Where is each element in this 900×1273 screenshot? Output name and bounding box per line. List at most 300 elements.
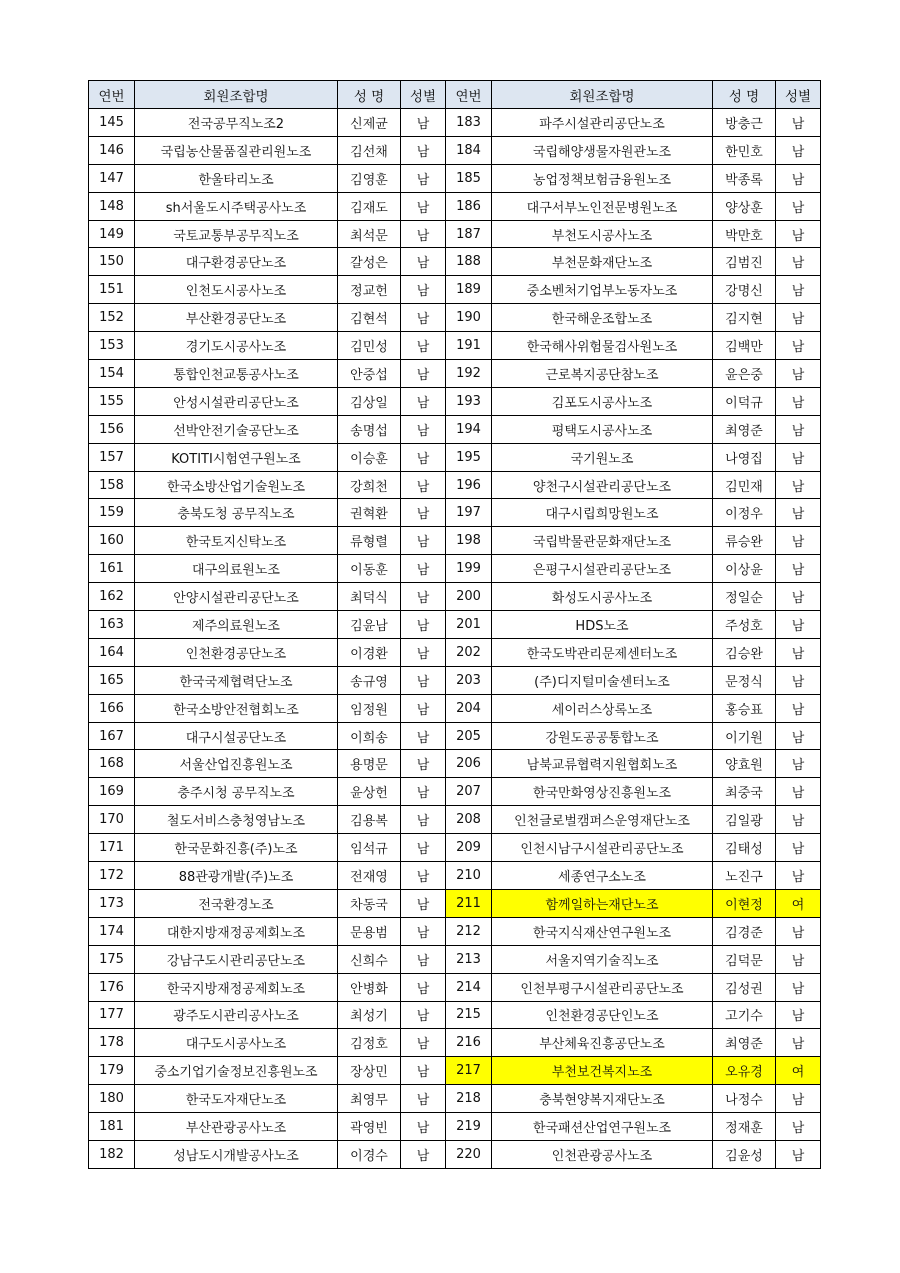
serial-cell: 163 — [89, 611, 135, 639]
gender-cell: 남 — [401, 638, 446, 666]
header-row — [89, 81, 821, 109]
serial-cell: 179 — [89, 1057, 135, 1085]
person-name-cell: 이경환 — [338, 638, 401, 666]
serial-cell: 200 — [446, 583, 492, 611]
gender-cell: 남 — [401, 360, 446, 388]
union-name-cell: 화성도시공사노조 — [492, 583, 713, 611]
person-name-cell: 김재도 — [338, 192, 401, 220]
serial-cell: 175 — [89, 945, 135, 973]
union-name-cell: 광주도시관리공사노조 — [135, 1001, 338, 1029]
person-name-cell: 신희수 — [338, 945, 401, 973]
person-name-cell: 신제균 — [338, 109, 401, 137]
serial-cell: 186 — [446, 192, 492, 220]
union-name-cell: 전국환경노조 — [135, 889, 338, 917]
serial-cell: 207 — [446, 778, 492, 806]
header-union-name: 회원조합명 — [135, 81, 338, 109]
gender-cell: 남 — [401, 917, 446, 945]
person-name-cell: 이덕규 — [713, 387, 776, 415]
union-name-cell: 제주의료원노조 — [135, 611, 338, 639]
table-row — [89, 415, 821, 443]
gender-cell: 남 — [401, 722, 446, 750]
serial-cell: 189 — [446, 276, 492, 304]
table-row — [89, 304, 821, 332]
header-person-name: 성 명 — [338, 81, 401, 109]
serial-cell: 162 — [89, 583, 135, 611]
union-name-cell: 한국패션산업연구원노조 — [492, 1113, 713, 1141]
table-row — [89, 806, 821, 834]
person-name-cell: 송명섭 — [338, 415, 401, 443]
table-row — [89, 1057, 821, 1085]
person-name-cell: 문용범 — [338, 917, 401, 945]
serial-cell: 198 — [446, 527, 492, 555]
serial-cell: 204 — [446, 694, 492, 722]
union-name-cell: 성남도시개발공사노조 — [135, 1140, 338, 1168]
serial-cell: 193 — [446, 387, 492, 415]
union-name-cell: 대구서부노인전문병원노조 — [492, 192, 713, 220]
serial-cell: 187 — [446, 220, 492, 248]
union-name-cell: 대구시설공단노조 — [135, 722, 338, 750]
serial-cell: 158 — [89, 471, 135, 499]
person-name-cell: 최중국 — [713, 778, 776, 806]
person-name-cell: 김영훈 — [338, 164, 401, 192]
gender-cell: 남 — [401, 192, 446, 220]
person-name-cell: 김경준 — [713, 917, 776, 945]
gender-cell: 남 — [776, 945, 821, 973]
gender-cell: 남 — [776, 109, 821, 137]
serial-cell: 185 — [446, 164, 492, 192]
person-name-cell: 문정식 — [713, 666, 776, 694]
serial-cell: 147 — [89, 164, 135, 192]
serial-cell: 206 — [446, 750, 492, 778]
person-name-cell: 안중섭 — [338, 360, 401, 388]
person-name-cell: 김승완 — [713, 638, 776, 666]
gender-cell: 남 — [776, 1085, 821, 1113]
person-name-cell: 양효원 — [713, 750, 776, 778]
union-name-cell: 경기도시공사노조 — [135, 332, 338, 360]
gender-cell: 남 — [401, 750, 446, 778]
serial-cell: 214 — [446, 973, 492, 1001]
union-name-cell: 파주시설관리공단노조 — [492, 109, 713, 137]
gender-cell: 남 — [401, 136, 446, 164]
serial-cell: 178 — [89, 1029, 135, 1057]
serial-cell: 180 — [89, 1085, 135, 1113]
gender-cell: 남 — [776, 443, 821, 471]
union-name-cell: sh서울도시주택공사노조 — [135, 192, 338, 220]
gender-cell: 남 — [776, 332, 821, 360]
serial-cell: 218 — [446, 1085, 492, 1113]
person-name-cell: 이상윤 — [713, 555, 776, 583]
person-name-cell: 안병화 — [338, 973, 401, 1001]
serial-cell: 199 — [446, 555, 492, 583]
serial-cell: 202 — [446, 638, 492, 666]
gender-cell: 남 — [776, 164, 821, 192]
table-row — [89, 527, 821, 555]
gender-cell: 남 — [776, 220, 821, 248]
gender-cell: 남 — [776, 666, 821, 694]
person-name-cell: 정재훈 — [713, 1113, 776, 1141]
gender-cell: 남 — [776, 722, 821, 750]
header-serial: 연번 — [89, 81, 135, 109]
gender-cell: 남 — [401, 1001, 446, 1029]
union-name-cell: 한국도박관리문제센터노조 — [492, 638, 713, 666]
union-name-cell: 한국지방재정공제회노조 — [135, 973, 338, 1001]
gender-cell: 남 — [401, 499, 446, 527]
union-name-cell: 충북도청 공무직노조 — [135, 499, 338, 527]
union-name-cell: 인천도시공사노조 — [135, 276, 338, 304]
gender-cell: 남 — [776, 387, 821, 415]
table-body — [89, 109, 821, 1169]
union-name-cell: 대구시립희망원노조 — [492, 499, 713, 527]
union-name-cell: 인천환경공단노조 — [135, 638, 338, 666]
gender-cell: 남 — [401, 109, 446, 137]
table-row — [89, 722, 821, 750]
person-name-cell: 김민재 — [713, 471, 776, 499]
gender-cell: 남 — [776, 917, 821, 945]
serial-cell: 209 — [446, 834, 492, 862]
serial-cell: 182 — [89, 1140, 135, 1168]
union-name-cell: 인천글로벌캠퍼스운영재단노조 — [492, 806, 713, 834]
gender-cell: 남 — [401, 304, 446, 332]
union-name-cell: 부천보건복지노조 — [492, 1057, 713, 1085]
serial-cell: 172 — [89, 862, 135, 890]
union-name-cell: 부산환경공단노조 — [135, 304, 338, 332]
person-name-cell: 임석규 — [338, 834, 401, 862]
person-name-cell: 권혁환 — [338, 499, 401, 527]
serial-cell: 161 — [89, 555, 135, 583]
serial-cell: 183 — [446, 109, 492, 137]
gender-cell: 남 — [776, 360, 821, 388]
table-row — [89, 694, 821, 722]
person-name-cell: 주성호 — [713, 611, 776, 639]
union-name-cell: 부산관광공사노조 — [135, 1113, 338, 1141]
header-union-name: 회원조합명 — [492, 81, 713, 109]
gender-cell: 남 — [776, 192, 821, 220]
serial-cell: 211 — [446, 889, 492, 917]
union-name-cell: (주)디지털미술센터노조 — [492, 666, 713, 694]
person-name-cell: 한민호 — [713, 136, 776, 164]
gender-cell: 남 — [776, 1001, 821, 1029]
person-name-cell: 정교헌 — [338, 276, 401, 304]
gender-cell: 남 — [776, 638, 821, 666]
table-row — [89, 889, 821, 917]
person-name-cell: 윤은중 — [713, 360, 776, 388]
union-name-cell: 한국지식재산연구원노조 — [492, 917, 713, 945]
header-serial: 연번 — [446, 81, 492, 109]
union-name-cell: 철도서비스충청영남노조 — [135, 806, 338, 834]
person-name-cell: 윤상헌 — [338, 778, 401, 806]
serial-cell: 150 — [89, 248, 135, 276]
union-name-cell: 대구도시공사노조 — [135, 1029, 338, 1057]
gender-cell: 남 — [401, 1140, 446, 1168]
person-name-cell: 장상민 — [338, 1057, 401, 1085]
union-name-cell: 한국해운조합노조 — [492, 304, 713, 332]
gender-cell: 남 — [401, 1085, 446, 1113]
gender-cell: 남 — [776, 583, 821, 611]
person-name-cell: 박만호 — [713, 220, 776, 248]
gender-cell: 남 — [401, 945, 446, 973]
union-name-cell: 한국해사위험물검사원노조 — [492, 332, 713, 360]
union-name-cell: 강남구도시관리공단노조 — [135, 945, 338, 973]
union-name-cell: 인천관광공사노조 — [492, 1140, 713, 1168]
serial-cell: 160 — [89, 527, 135, 555]
serial-cell: 184 — [446, 136, 492, 164]
serial-cell: 205 — [446, 722, 492, 750]
serial-cell: 212 — [446, 917, 492, 945]
person-name-cell: 김윤성 — [713, 1140, 776, 1168]
serial-cell: 173 — [89, 889, 135, 917]
gender-cell: 남 — [401, 778, 446, 806]
gender-cell: 남 — [401, 583, 446, 611]
gender-cell: 남 — [776, 555, 821, 583]
gender-cell: 남 — [401, 415, 446, 443]
person-name-cell: 류형렬 — [338, 527, 401, 555]
gender-cell: 남 — [401, 276, 446, 304]
person-name-cell: 노진구 — [713, 862, 776, 890]
person-name-cell: 정일순 — [713, 583, 776, 611]
gender-cell: 남 — [776, 499, 821, 527]
union-name-cell: 세이러스상록노조 — [492, 694, 713, 722]
table-row — [89, 1001, 821, 1029]
serial-cell: 194 — [446, 415, 492, 443]
union-name-cell: 세종연구소노조 — [492, 862, 713, 890]
serial-cell: 165 — [89, 666, 135, 694]
serial-cell: 171 — [89, 834, 135, 862]
person-name-cell: 류승완 — [713, 527, 776, 555]
person-name-cell: 김일광 — [713, 806, 776, 834]
table-row — [89, 248, 821, 276]
gender-cell: 남 — [776, 527, 821, 555]
person-name-cell: 이현정 — [713, 889, 776, 917]
member-union-table — [88, 80, 821, 1169]
union-name-cell: 부천문화재단노조 — [492, 248, 713, 276]
table-row — [89, 164, 821, 192]
gender-cell: 남 — [401, 1029, 446, 1057]
gender-cell: 남 — [401, 387, 446, 415]
person-name-cell: 이희송 — [338, 722, 401, 750]
person-name-cell: 이정우 — [713, 499, 776, 527]
serial-cell: 196 — [446, 471, 492, 499]
serial-cell: 148 — [89, 192, 135, 220]
serial-cell: 203 — [446, 666, 492, 694]
person-name-cell: 이경수 — [338, 1140, 401, 1168]
gender-cell: 남 — [776, 750, 821, 778]
person-name-cell: 나영집 — [713, 443, 776, 471]
gender-cell: 남 — [776, 778, 821, 806]
person-name-cell: 김백만 — [713, 332, 776, 360]
union-name-cell: 88관광개발(주)노조 — [135, 862, 338, 890]
union-name-cell: 인천환경공단인노조 — [492, 1001, 713, 1029]
table-row — [89, 834, 821, 862]
union-name-cell: 안성시설관리공단노조 — [135, 387, 338, 415]
table-row — [89, 638, 821, 666]
serial-cell: 208 — [446, 806, 492, 834]
gender-cell: 남 — [401, 694, 446, 722]
serial-cell: 213 — [446, 945, 492, 973]
table-row — [89, 387, 821, 415]
serial-cell: 197 — [446, 499, 492, 527]
table-row — [89, 1113, 821, 1141]
table-row — [89, 750, 821, 778]
table-row — [89, 945, 821, 973]
table-row — [89, 332, 821, 360]
table-row — [89, 862, 821, 890]
person-name-cell: 김용복 — [338, 806, 401, 834]
person-name-cell: 최덕식 — [338, 583, 401, 611]
serial-cell: 216 — [446, 1029, 492, 1057]
serial-cell: 215 — [446, 1001, 492, 1029]
person-name-cell: 이기원 — [713, 722, 776, 750]
person-name-cell: 송규영 — [338, 666, 401, 694]
person-name-cell: 김선채 — [338, 136, 401, 164]
table-row — [89, 360, 821, 388]
union-name-cell: 한울타리노조 — [135, 164, 338, 192]
serial-cell: 219 — [446, 1113, 492, 1141]
serial-cell: 157 — [89, 443, 135, 471]
header-person-name: 성 명 — [713, 81, 776, 109]
union-name-cell: 국립박물관문화재단노조 — [492, 527, 713, 555]
person-name-cell: 최석문 — [338, 220, 401, 248]
table-row — [89, 917, 821, 945]
union-name-cell: 전국공무직노조2 — [135, 109, 338, 137]
union-name-cell: 한국토지신탁노조 — [135, 527, 338, 555]
gender-cell: 남 — [401, 889, 446, 917]
person-name-cell: 김정호 — [338, 1029, 401, 1057]
person-name-cell: 김태성 — [713, 834, 776, 862]
person-name-cell: 김상일 — [338, 387, 401, 415]
union-name-cell: 한국국제협력단노조 — [135, 666, 338, 694]
union-name-cell: 한국문화진흥(주)노조 — [135, 834, 338, 862]
serial-cell: 169 — [89, 778, 135, 806]
union-name-cell: 충주시청 공무직노조 — [135, 778, 338, 806]
gender-cell: 남 — [776, 806, 821, 834]
table-row — [89, 443, 821, 471]
serial-cell: 166 — [89, 694, 135, 722]
person-name-cell: 강명신 — [713, 276, 776, 304]
gender-cell: 남 — [776, 1113, 821, 1141]
union-name-cell: 한국도자재단노조 — [135, 1085, 338, 1113]
gender-cell: 남 — [401, 973, 446, 1001]
union-name-cell: 서울지역기술직노조 — [492, 945, 713, 973]
serial-cell: 192 — [446, 360, 492, 388]
union-name-cell: 부천도시공사노조 — [492, 220, 713, 248]
union-name-cell: 안양시설관리공단노조 — [135, 583, 338, 611]
gender-cell: 남 — [401, 527, 446, 555]
union-name-cell: 함께일하는재단노조 — [492, 889, 713, 917]
union-name-cell: 인천시남구시설관리공단노조 — [492, 834, 713, 862]
serial-cell: 167 — [89, 722, 135, 750]
person-name-cell: 김성권 — [713, 973, 776, 1001]
union-name-cell: 농업정책보험금융원노조 — [492, 164, 713, 192]
table-row — [89, 1029, 821, 1057]
gender-cell: 남 — [401, 834, 446, 862]
person-name-cell: 방충근 — [713, 109, 776, 137]
gender-cell: 남 — [776, 136, 821, 164]
union-name-cell: 국립해양생물자원관노조 — [492, 136, 713, 164]
person-name-cell: 김민성 — [338, 332, 401, 360]
union-name-cell: 부산체육진흥공단노조 — [492, 1029, 713, 1057]
union-name-cell: 국립농산물품질관리원노조 — [135, 136, 338, 164]
table-row — [89, 778, 821, 806]
table-row — [89, 555, 821, 583]
person-name-cell: 최영준 — [713, 415, 776, 443]
person-name-cell: 홍승표 — [713, 694, 776, 722]
gender-cell: 남 — [401, 248, 446, 276]
serial-cell: 210 — [446, 862, 492, 890]
union-name-cell: 서울산업진흥원노조 — [135, 750, 338, 778]
person-name-cell: 임정원 — [338, 694, 401, 722]
union-name-cell: 인천부평구시설관리공단노조 — [492, 973, 713, 1001]
table-row — [89, 1085, 821, 1113]
union-name-cell: 중소벤처기업부노동자노조 — [492, 276, 713, 304]
serial-cell: 174 — [89, 917, 135, 945]
gender-cell: 남 — [401, 332, 446, 360]
union-name-cell: 국토교통부공무직노조 — [135, 220, 338, 248]
serial-cell: 151 — [89, 276, 135, 304]
serial-cell: 217 — [446, 1057, 492, 1085]
union-name-cell: 김포도시공사노조 — [492, 387, 713, 415]
person-name-cell: 고기수 — [713, 1001, 776, 1029]
gender-cell: 남 — [776, 248, 821, 276]
person-name-cell: 김현석 — [338, 304, 401, 332]
person-name-cell: 오유경 — [713, 1057, 776, 1085]
table-row — [89, 276, 821, 304]
union-name-cell: 대한지방재정공제회노조 — [135, 917, 338, 945]
gender-cell: 남 — [401, 806, 446, 834]
union-name-cell: 남북교류협력지원협회노조 — [492, 750, 713, 778]
person-name-cell: 최영무 — [338, 1085, 401, 1113]
gender-cell: 남 — [401, 1057, 446, 1085]
serial-cell: 155 — [89, 387, 135, 415]
table-row — [89, 192, 821, 220]
serial-cell: 146 — [89, 136, 135, 164]
gender-cell: 남 — [776, 834, 821, 862]
union-name-cell: 국기원노조 — [492, 443, 713, 471]
table-row — [89, 499, 821, 527]
serial-cell: 159 — [89, 499, 135, 527]
gender-cell: 남 — [401, 220, 446, 248]
table-row — [89, 583, 821, 611]
person-name-cell: 강희천 — [338, 471, 401, 499]
union-name-cell: 은평구시설관리공단노조 — [492, 555, 713, 583]
person-name-cell: 최성기 — [338, 1001, 401, 1029]
serial-cell: 153 — [89, 332, 135, 360]
union-name-cell: 근로복지공단참노조 — [492, 360, 713, 388]
table-row — [89, 136, 821, 164]
table-row — [89, 973, 821, 1001]
table-row — [89, 1140, 821, 1168]
table-row — [89, 611, 821, 639]
serial-cell: 201 — [446, 611, 492, 639]
person-name-cell: 나정수 — [713, 1085, 776, 1113]
union-name-cell: 충북현양복지재단노조 — [492, 1085, 713, 1113]
person-name-cell: 김윤남 — [338, 611, 401, 639]
person-name-cell: 양상훈 — [713, 192, 776, 220]
gender-cell: 남 — [776, 1140, 821, 1168]
gender-cell: 남 — [776, 611, 821, 639]
union-name-cell: 대구환경공단노조 — [135, 248, 338, 276]
serial-cell: 164 — [89, 638, 135, 666]
gender-cell: 남 — [776, 973, 821, 1001]
serial-cell: 176 — [89, 973, 135, 1001]
union-name-cell: HDS노조 — [492, 611, 713, 639]
serial-cell: 154 — [89, 360, 135, 388]
serial-cell: 152 — [89, 304, 135, 332]
person-name-cell: 곽영빈 — [338, 1113, 401, 1141]
serial-cell: 145 — [89, 109, 135, 137]
header-gender: 성별 — [401, 81, 446, 109]
serial-cell: 188 — [446, 248, 492, 276]
serial-cell: 149 — [89, 220, 135, 248]
